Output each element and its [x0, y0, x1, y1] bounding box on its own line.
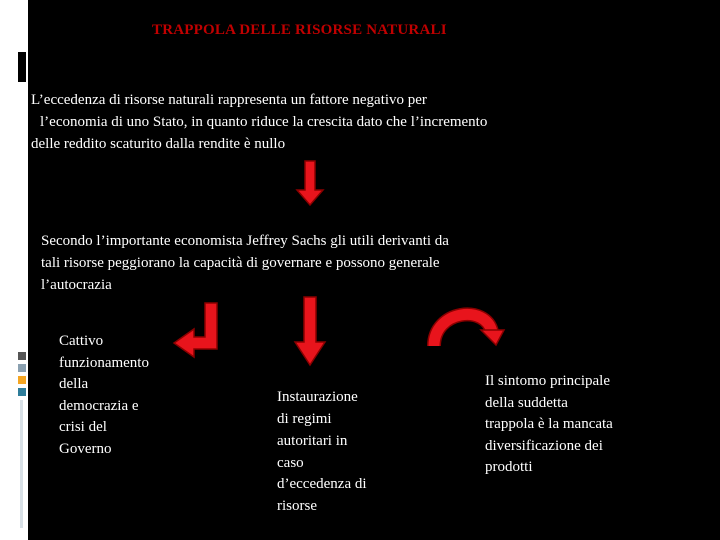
accent-square: [18, 376, 26, 384]
sachs-line: tali risorse peggiorano la capacità di governare e possono generale: [41, 255, 440, 271]
right-box-line: diversificazione dei: [485, 437, 603, 454]
right-box-line: prodotti: [485, 459, 533, 475]
center-box-line: di regimi: [277, 411, 332, 427]
accent-square: [18, 364, 26, 372]
arrow-down-icon: [294, 296, 326, 366]
intro-line: l’economia di uno Stato, in quanto riduce la crescita dato che l’incremento: [40, 114, 488, 130]
slide-title: TRAPPOLA DELLE RISORSE NATURALI: [152, 22, 447, 38]
accent-square: [18, 52, 26, 82]
right-box-line: trappola è la mancata: [485, 416, 613, 432]
left-box-line: funzionamento: [59, 354, 149, 371]
accent-square: [18, 388, 26, 396]
accent-line: [20, 400, 23, 528]
center-box-line: d’eccedenza di: [277, 476, 367, 492]
left-box-line: Cattivo: [59, 333, 104, 349]
left-box-line: democrazia e: [59, 397, 139, 414]
intro-line: L’eccedenza di risorse naturali rappresenta un fattore negativo per: [31, 92, 427, 108]
bent-arrow-left-icon: [172, 302, 224, 358]
curved-arrow-right-icon: [428, 304, 508, 348]
center-box-line: autoritari in: [277, 433, 348, 449]
sachs-line: Secondo l’importante economista Jeffrey Sachs gli utili derivanti da: [41, 233, 449, 249]
accent-square: [18, 352, 26, 360]
intro-line: delle reddito scaturito dalla rendite è nullo: [31, 136, 286, 152]
center-box-line: caso: [277, 455, 304, 471]
left-box-line: crisi del: [59, 419, 107, 435]
sachs-line: l’autocrazia: [41, 277, 112, 293]
left-box-line: Governo: [59, 440, 112, 457]
left-box-line: della: [59, 376, 89, 392]
center-box-line: Instaurazione: [277, 389, 358, 405]
arrow-down-icon: [296, 160, 324, 206]
center-box-line: risorse: [277, 498, 317, 514]
right-box-line: Il sintomo principale: [485, 373, 610, 389]
left-accent-bar: [0, 0, 28, 540]
right-box-line: della suddetta: [485, 394, 568, 411]
